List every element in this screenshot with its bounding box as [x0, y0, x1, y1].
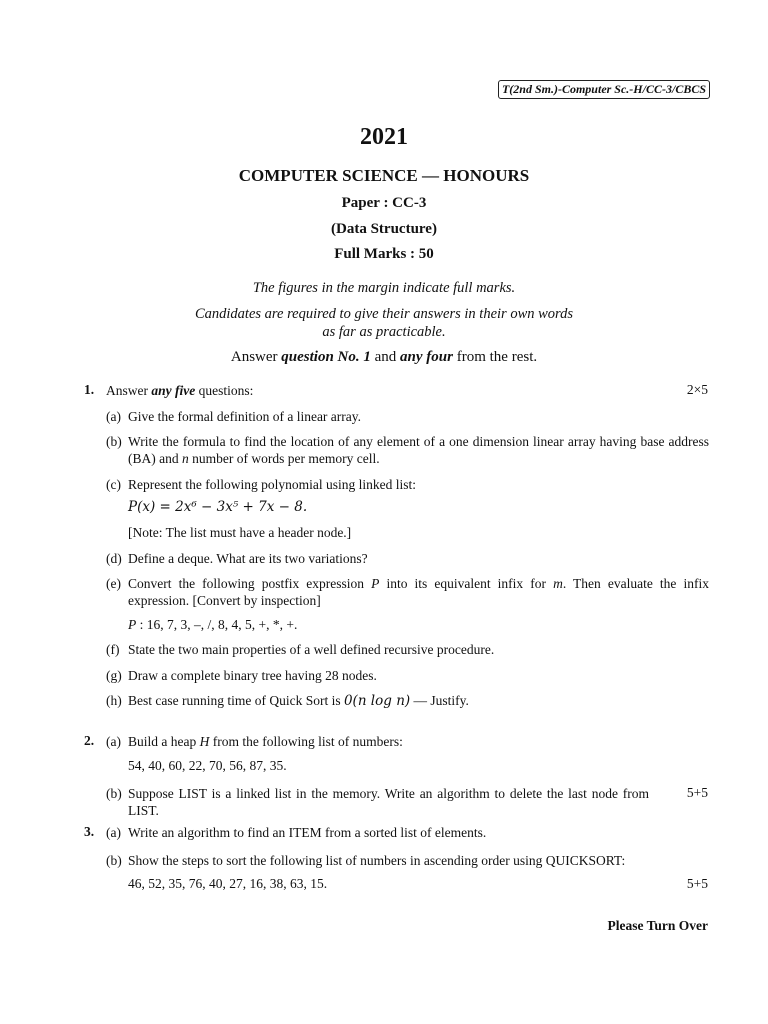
sub-question-1g: (g) Draw a complete binary tree having 28 nodes. [106, 668, 377, 683]
question-number: 2. [84, 733, 95, 748]
question-marks: 5+5 [686, 876, 708, 891]
question-marks: 5+5 [686, 785, 708, 800]
sub-question-1e: (e) Convert the following postfix expression P into its equivalent infix for m. Then evaluate the infix expression. [Convert by inspection] [106, 576, 709, 608]
sub-question-1h: (h) Best case running time of Quick Sort is 0(n log n) — Justify. [106, 693, 469, 709]
sub-question-1d: (d) Define a deque. What are its two variations? [106, 551, 368, 566]
paper-code: T(2nd Sm.)-Computer Sc.-H/CC-3/CBCS [498, 80, 710, 99]
sub-question-1f: (f) State the two main properties of a well defined recursive procedure. [106, 642, 495, 657]
sub-question-2b: (b) Suppose LIST is a linked list in the memory. Write an algorithm to delete the last node from LIST. [106, 786, 649, 818]
polynomial-formula: P(x) = 2x⁶ − 3x⁵ + 7x − 8. [128, 499, 308, 515]
paper-topic: (Data Structure) [331, 221, 437, 237]
sub-question-2a: (a) Build a heap H from the following list of numbers: [106, 734, 403, 749]
subject-title: COMPUTER SCIENCE — HONOURS [238, 166, 530, 185]
full-marks: Full Marks : 50 [334, 246, 434, 262]
answer-instruction: Answer question No. 1 and any four from the rest. [230, 349, 538, 365]
own-words-note: Candidates are required to give their answers in their own words as far as practicable. [194, 306, 574, 340]
sub-question-1b: (b) Write the formula to find the location of any element of a one dimension linear array having base address (BA) and n number of words per memory cell. [106, 434, 709, 466]
quicksort-number-list: 46, 52, 35, 76, 40, 27, 16, 38, 63, 15. [128, 876, 328, 891]
question-1-prompt: Answer any five questions: [106, 383, 254, 398]
please-turn-over: Please Turn Over [607, 918, 708, 933]
question-number: 3. [84, 824, 95, 839]
sub-question-3a: (a) Write an algorithm to find an ITEM from a sorted list of elements. [106, 825, 487, 840]
sub-question-1c: (c) Represent the following polynomial using linked list: [106, 477, 416, 492]
paper-code-line: Paper : CC-3 [341, 195, 427, 211]
header-node-note: [Note: The list must have a header node.] [128, 525, 352, 540]
question-number: 1. [84, 382, 95, 397]
margin-note: The figures in the margin indicate full marks. [252, 280, 516, 296]
exam-year: 2021 [360, 124, 408, 150]
postfix-expression: P : 16, 7, 3, –, /, 8, 4, 5, +, *, +. [128, 617, 298, 632]
question-marks: 2×5 [686, 382, 708, 397]
sub-question-1a: (a) Give the formal definition of a linear array. [106, 409, 362, 424]
heap-number-list: 54, 40, 60, 22, 70, 56, 87, 35. [128, 758, 287, 773]
sub-question-3b: (b) Show the steps to sort the following list of numbers in ascending order using QUICKSORT: [106, 853, 626, 868]
